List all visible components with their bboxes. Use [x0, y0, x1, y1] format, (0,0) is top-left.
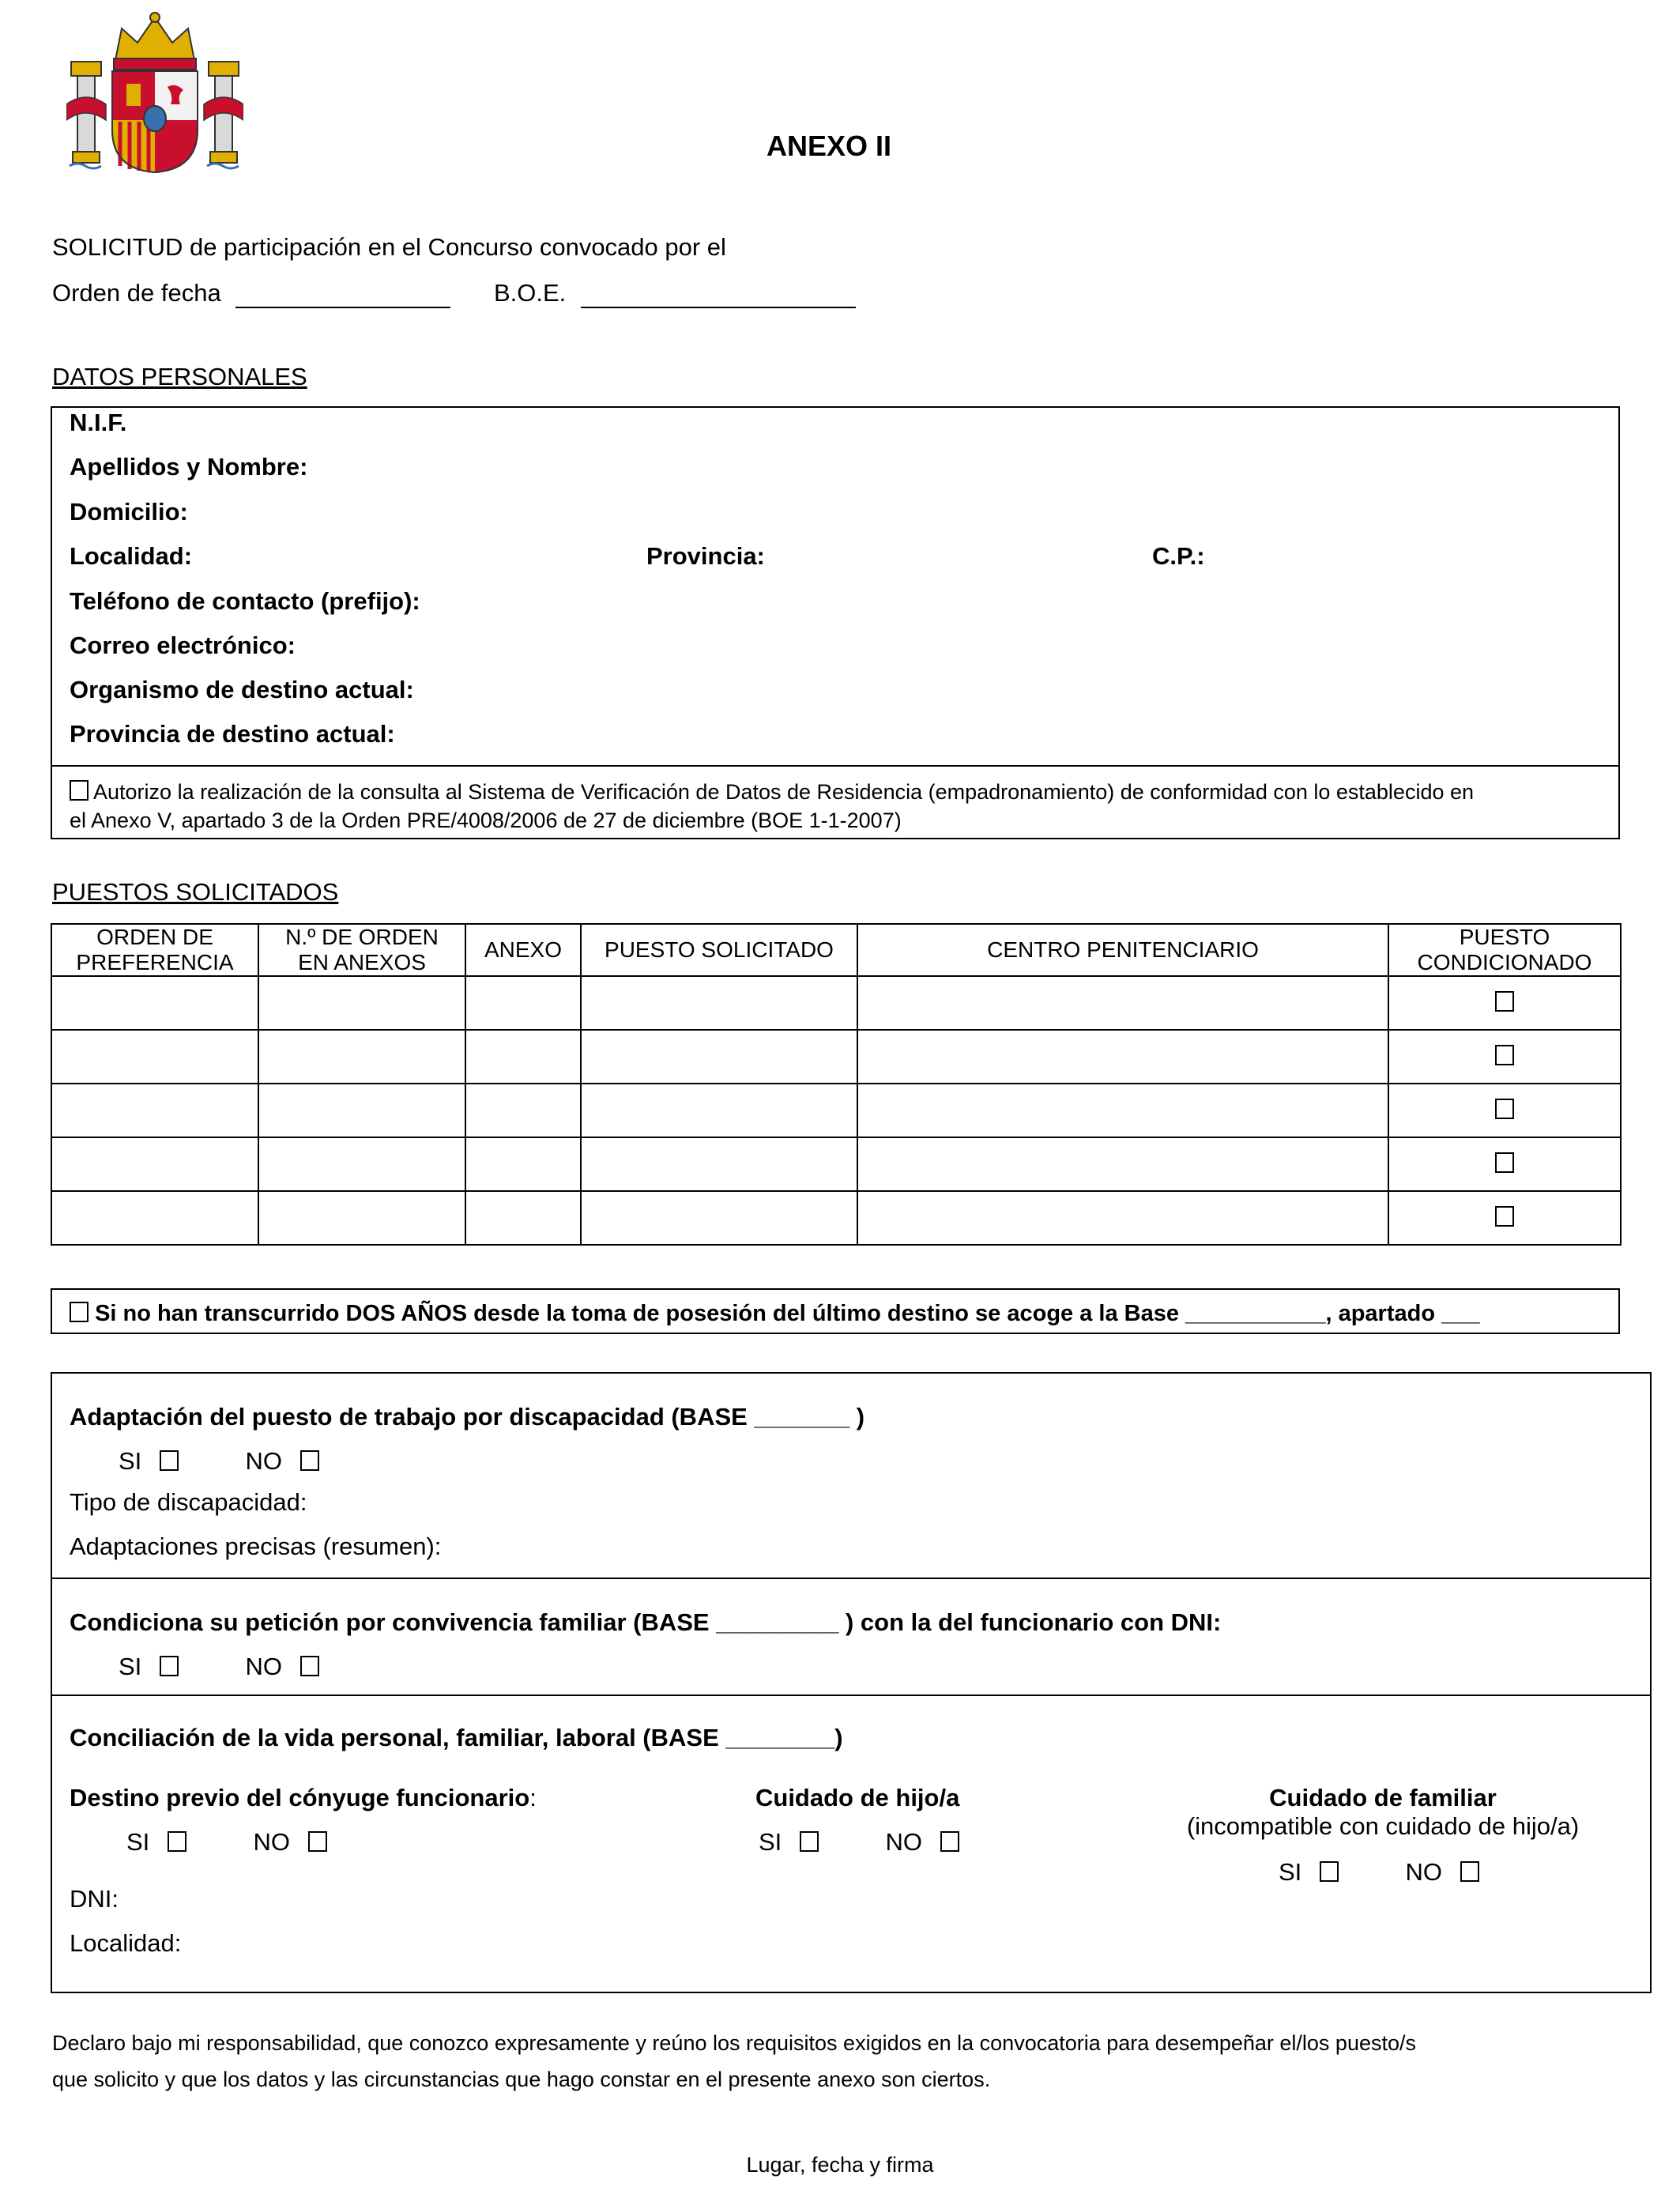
conyuge-heading: Destino previo del cónyuge funcionario:	[70, 1784, 537, 1811]
cell-centro[interactable]	[857, 1191, 1388, 1245]
familiar-no-checkbox[interactable]	[1460, 1861, 1479, 1882]
col-orden-preferencia: ORDEN DE PREFERENCIA	[51, 924, 258, 976]
cell-puesto[interactable]	[581, 1084, 857, 1137]
no-label: NO	[245, 1447, 283, 1475]
cell-puesto[interactable]	[581, 1030, 857, 1084]
cell-condicionado	[1388, 1191, 1621, 1245]
conciliacion-title: Conciliación de la vida personal, familiar, laboral (BASE ________)	[70, 1724, 843, 1751]
firma-label: Lugar, fecha y firma	[746, 2153, 934, 2177]
cell-numero[interactable]	[258, 1137, 465, 1191]
dos-anos-checkbox[interactable]	[70, 1302, 89, 1322]
cell-numero[interactable]	[258, 1084, 465, 1137]
condiciona-si-no	[119, 1652, 356, 1682]
adaptacion-no-checkbox[interactable]	[300, 1450, 319, 1471]
cell-puesto[interactable]	[581, 1137, 857, 1191]
table-row	[51, 1191, 1621, 1245]
condiciona-si-checkbox[interactable]	[160, 1656, 179, 1676]
cell-numero[interactable]	[258, 1191, 465, 1245]
si-label: SI	[759, 1828, 782, 1856]
hijo-si-no	[759, 1827, 996, 1857]
cell-condicionado	[1388, 1084, 1621, 1137]
autorizo-row	[70, 778, 1474, 835]
condicionado-checkbox[interactable]	[1495, 1152, 1514, 1173]
hijo-no-checkbox[interactable]	[940, 1831, 959, 1852]
boe-field[interactable]	[581, 283, 856, 308]
col-numero-orden: N.º DE ORDEN EN ANEXOS	[258, 924, 465, 976]
organismo-label[interactable]: Organismo de destino actual:	[70, 676, 414, 703]
hijo-heading: Cuidado de hijo/a	[755, 1784, 960, 1811]
familiar-si-checkbox[interactable]	[1320, 1861, 1339, 1882]
orden-label: Orden de fecha	[52, 279, 221, 307]
cell-numero[interactable]	[258, 1030, 465, 1084]
puestos-heading: PUESTOS SOLICITADOS	[52, 878, 339, 906]
condicionado-checkbox[interactable]	[1495, 1099, 1514, 1119]
correo-label[interactable]: Correo electrónico:	[70, 631, 296, 659]
dos-anos-row	[70, 1299, 1480, 1328]
cell-puesto[interactable]	[581, 1191, 857, 1245]
orden-boe-line	[52, 278, 856, 308]
cell-centro[interactable]	[857, 1030, 1388, 1084]
si-label: SI	[119, 1447, 142, 1475]
table-row	[51, 1084, 1621, 1137]
col-puesto-solicitado: PUESTO SOLICITADO	[581, 924, 857, 976]
dni-label[interactable]: DNI:	[70, 1885, 119, 1913]
si-label: SI	[1279, 1858, 1302, 1886]
no-label: NO	[245, 1653, 283, 1680]
adaptacion-title: Adaptación del puesto de trabajo por discapacidad (BASE _______ )	[70, 1403, 865, 1431]
si-label: SI	[119, 1653, 142, 1680]
tipo-discapacidad-label[interactable]: Tipo de discapacidad:	[70, 1488, 307, 1516]
coat-of-arms-icon	[66, 11, 243, 177]
table-row	[51, 1137, 1621, 1191]
table-row	[51, 976, 1621, 1030]
autorizo-checkbox[interactable]	[70, 780, 89, 801]
condiciona-no-checkbox[interactable]	[300, 1656, 319, 1676]
nif-label[interactable]: N.I.F.	[70, 409, 127, 436]
cell-anexo[interactable]	[465, 976, 581, 1030]
puestos-table	[51, 923, 1622, 1246]
no-label: NO	[885, 1828, 923, 1856]
cell-centro[interactable]	[857, 976, 1388, 1030]
cell-anexo[interactable]	[465, 1137, 581, 1191]
declaro-line-1: Declaro bajo mi responsabilidad, que conozco expresamente y reúno los requisitos exigidos en la convocatoria para desempeñar el/los puesto/s	[52, 2031, 1416, 2055]
dos-anos-text-c: desde la toma de posesión del último destino se acoge a la Base ___________, apartado ___	[467, 1301, 1480, 1326]
cell-centro[interactable]	[857, 1137, 1388, 1191]
familiar-subheading: (incompatible con cuidado de hijo/a)	[1186, 1812, 1580, 1840]
conyuge-si-no	[126, 1827, 363, 1857]
datos-personales-heading: DATOS PERSONALES	[52, 363, 307, 390]
condicionado-checkbox[interactable]	[1495, 1206, 1514, 1227]
cell-orden[interactable]	[51, 1137, 258, 1191]
dos-anos-text-a: Si no han transcurrido	[95, 1301, 346, 1326]
divider	[51, 765, 1620, 767]
declaro-text	[52, 2025, 1416, 2098]
cell-numero[interactable]	[258, 976, 465, 1030]
cell-orden[interactable]	[51, 1084, 258, 1137]
cell-condicionado	[1388, 1137, 1621, 1191]
condiciona-title: Condiciona su petición por convivencia familiar (BASE _________ ) con la del funcionario con DNI:	[70, 1608, 1222, 1636]
localidad-conciliacion-label[interactable]: Localidad:	[70, 1929, 182, 1957]
declaro-line-2: que solicito y que los datos y las circunstancias que hago constar en el presente anexo son ciertos.	[52, 2068, 991, 2091]
hijo-si-checkbox[interactable]	[800, 1831, 819, 1852]
dos-anos-text-b: DOS AÑOS	[345, 1301, 468, 1326]
cell-anexo[interactable]	[465, 1084, 581, 1137]
condicionado-checkbox[interactable]	[1495, 1045, 1514, 1065]
divider	[51, 1578, 1652, 1579]
cell-orden[interactable]	[51, 1191, 258, 1245]
orden-fecha-field[interactable]	[235, 283, 450, 308]
adaptacion-si-no	[119, 1446, 356, 1476]
page-title: ANEXO II	[767, 130, 892, 162]
autorizo-text-1: Autorizo la realización de la consulta al Sistema de Verificación de Datos de Residencia (empadronamiento) de conformidad con lo establecido en	[93, 780, 1475, 804]
no-label: NO	[253, 1828, 291, 1856]
table-row	[51, 1030, 1621, 1084]
localidad-label[interactable]: Localidad:	[70, 542, 193, 570]
provincia-destino-label[interactable]: Provincia de destino actual:	[70, 720, 395, 748]
conyuge-no-checkbox[interactable]	[308, 1831, 327, 1852]
cell-condicionado	[1388, 976, 1621, 1030]
condicionado-checkbox[interactable]	[1495, 991, 1514, 1012]
familiar-si-no	[1279, 1857, 1516, 1887]
intro-line: SOLICITUD de participación en el Concurso convocado por el	[52, 233, 726, 261]
conyuge-si-checkbox[interactable]	[168, 1831, 186, 1852]
autorizo-text-2: el Anexo V, apartado 3 de la Orden PRE/4008/2006 de 27 de diciembre (BOE 1-1-2007)	[70, 809, 902, 832]
adaptaciones-label[interactable]: Adaptaciones precisas (resumen):	[70, 1532, 442, 1560]
provincia-label[interactable]: Provincia:	[646, 542, 765, 570]
familiar-heading: Cuidado de familiar	[1269, 1784, 1497, 1811]
boe-label: B.O.E.	[493, 279, 567, 307]
domicilio-label[interactable]: Domicilio:	[70, 498, 188, 526]
cell-orden[interactable]	[51, 1030, 258, 1084]
cell-condicionado	[1388, 1030, 1621, 1084]
si-label: SI	[126, 1828, 150, 1856]
telefono-label[interactable]: Teléfono de contacto (prefijo):	[70, 587, 420, 615]
no-label: NO	[1405, 1858, 1443, 1886]
cp-label[interactable]: C.P.:	[1152, 542, 1205, 570]
adaptacion-si-checkbox[interactable]	[160, 1450, 179, 1471]
apellidos-label[interactable]: Apellidos y Nombre:	[70, 453, 308, 481]
cell-orden[interactable]	[51, 976, 258, 1030]
cell-centro[interactable]	[857, 1084, 1388, 1137]
col-centro-penitenciario: CENTRO PENITENCIARIO	[857, 924, 1388, 976]
cell-anexo[interactable]	[465, 1030, 581, 1084]
cell-anexo[interactable]	[465, 1191, 581, 1245]
cell-puesto[interactable]	[581, 976, 857, 1030]
col-anexo: ANEXO	[465, 924, 581, 976]
divider	[51, 1695, 1652, 1696]
col-puesto-condicionado: PUESTO CONDICIONADO	[1388, 924, 1621, 976]
table-header-row	[51, 924, 1621, 976]
